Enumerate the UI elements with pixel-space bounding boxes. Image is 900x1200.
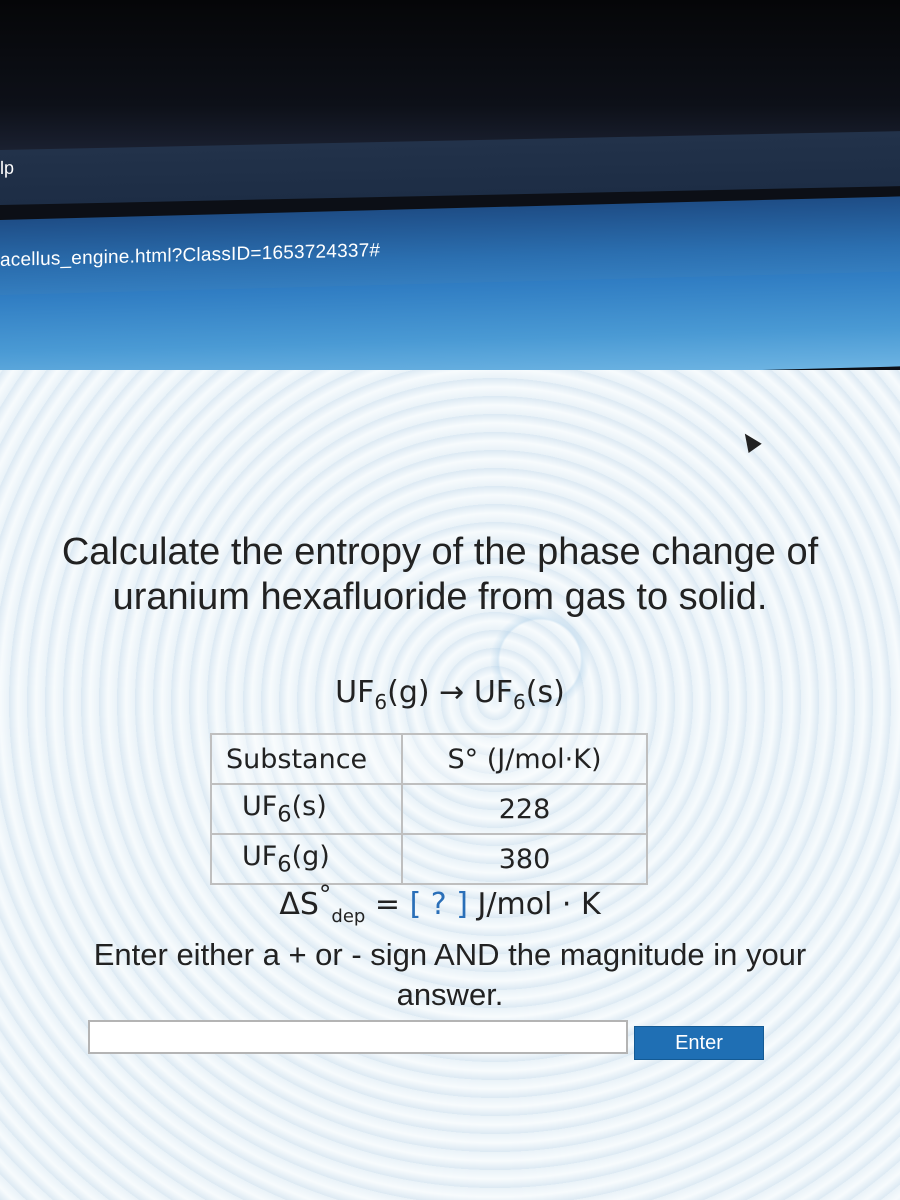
tab-title[interactable]: lp xyxy=(0,157,15,178)
substance-subscript: 6 xyxy=(277,801,292,828)
url-text[interactable]: acellus_engine.html?ClassID=1653724337# xyxy=(0,240,381,271)
question-prompt: Calculate the entropy of the phase change of uranium hexafluoride from gas to solid. xyxy=(61,531,819,618)
reactant-formula: UF xyxy=(335,675,375,710)
dep-subscript: dep xyxy=(331,906,366,927)
substance-formula: UF xyxy=(242,790,278,822)
product-subscript: 6 xyxy=(513,690,526,714)
entropy-value-cell: 228 xyxy=(402,784,647,834)
table-row xyxy=(211,834,647,884)
entropy-table xyxy=(210,733,648,885)
answer-equation xyxy=(0,880,880,927)
table-header-row xyxy=(211,734,647,784)
substance-formula: UF xyxy=(242,840,278,872)
substance-state: (s) xyxy=(291,790,327,822)
reactant-subscript: 6 xyxy=(374,690,388,714)
reaction-arrow-icon: → xyxy=(439,675,465,710)
reaction-equation xyxy=(0,675,900,714)
header-entropy: S° (J/mol·K) xyxy=(402,734,647,784)
table-row xyxy=(211,784,647,834)
delta-s-symbol xyxy=(279,880,366,927)
substance-subscript: 6 xyxy=(277,851,292,878)
answer-units: J/mol · K xyxy=(477,887,601,922)
entropy-value-cell: 380 xyxy=(402,834,647,884)
enter-button[interactable]: Enter xyxy=(634,1026,764,1060)
substance-cell xyxy=(211,784,402,834)
delta-s-text: ΔS xyxy=(279,887,319,922)
equals-sign: = xyxy=(374,887,401,922)
reactant-state: (g) xyxy=(387,675,430,710)
monitor-bezel xyxy=(0,0,900,150)
substance-state: (g) xyxy=(291,840,330,872)
header-substance: Substance xyxy=(211,734,402,784)
standard-superscript: ° xyxy=(318,880,332,909)
answer-placeholder: [ ? ] xyxy=(409,887,468,922)
substance-cell xyxy=(211,834,402,884)
answer-input[interactable] xyxy=(88,1020,628,1054)
product-state: (s) xyxy=(525,675,565,710)
product-formula: UF xyxy=(473,675,514,710)
answer-instructions: Enter either a + or - sign AND the magnitude in your answer. xyxy=(93,937,807,1012)
